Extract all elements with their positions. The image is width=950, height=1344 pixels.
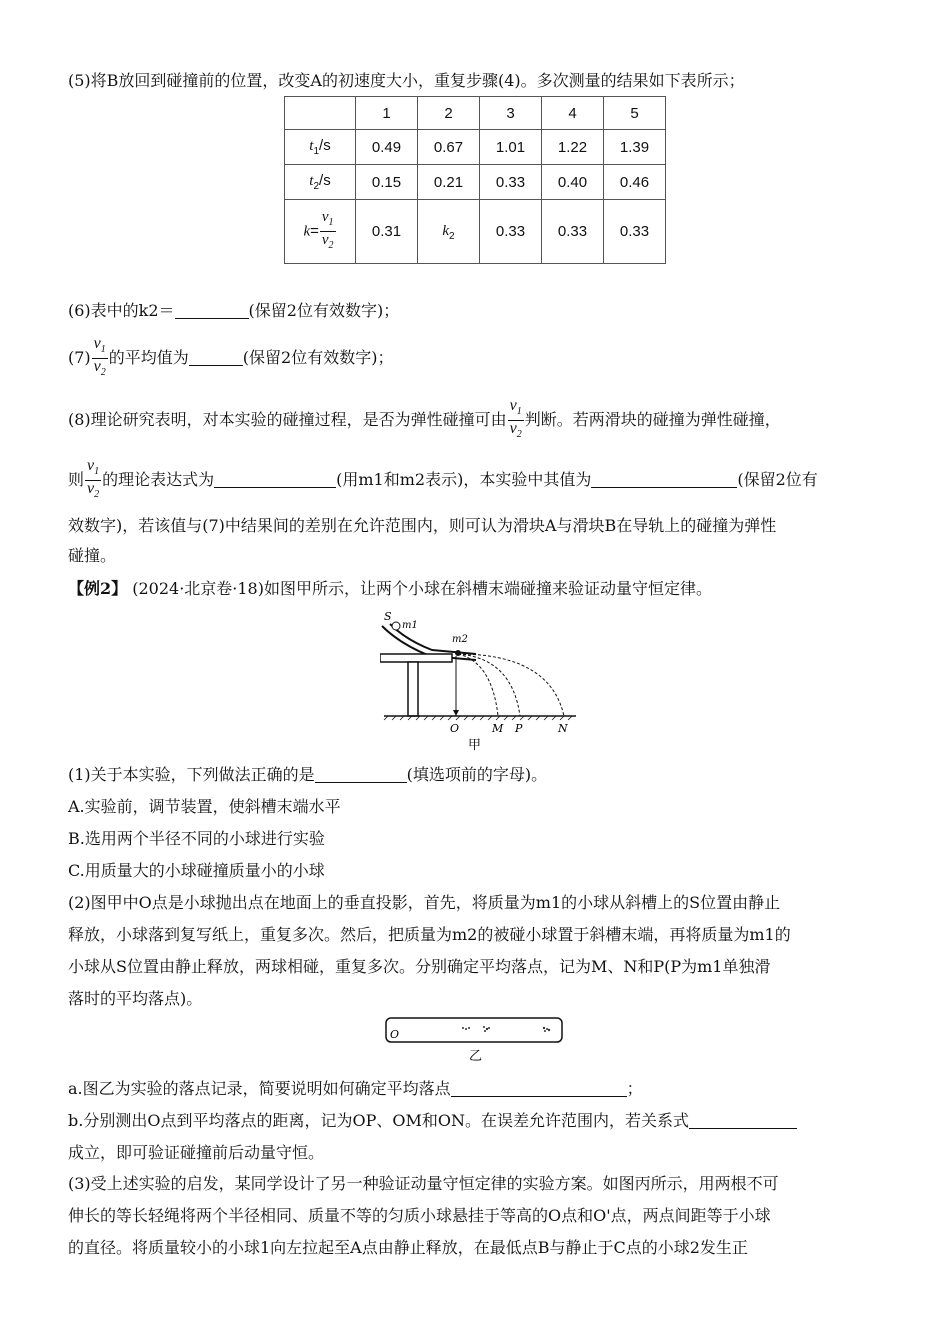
label-P: P [515,722,523,735]
pa-prefix: a.图乙为实验的落点记录，简要说明如何确定平均落点 [68,1079,451,1098]
q8-line2-mid2: (用m1和m2表示)，本实验中其值为 [336,470,592,490]
table-cell: 0.33 [542,200,604,264]
table-cell: 1.39 [604,130,666,165]
plumb-arrow [453,710,459,716]
q8-line2 [68,458,818,503]
ball-m2 [455,650,461,656]
pb-prefix: b.分别测出O点到平均落点的距离，记为OP、OM和ON。在误差允许范围内，若关系式 [68,1111,689,1130]
q8-line2-mid1: 的理论表达式为 [102,470,215,490]
table-header: 1 [356,97,418,130]
option-b: B.选用两个半径不同的小球进行实验 [68,829,325,848]
q7-mid: 的平均值为 [108,348,189,368]
answer-blank-method[interactable] [451,1080,627,1097]
answer-blank-k2[interactable] [175,302,249,319]
label-m1: m1 [402,620,418,631]
trajectory-N [458,654,564,716]
q7 [68,336,393,381]
p3-line1: (3)受上述实验的启发，某同学设计了另一种验证动量守恒定律的实验方案。如图丙所示，用两根不可 [68,1174,779,1193]
example-tag: 【例2】 [68,579,128,598]
label-O: O [450,722,460,735]
table-cell: 0.67 [418,130,480,165]
q7-suffix: (保留2位有效数字)； [242,348,394,368]
table-header: 2 [418,97,480,130]
table-corner [285,97,356,130]
p1-prefix: (1)关于本实验，下列做法正确的是 [68,765,315,784]
pb-line1 [68,1110,797,1132]
figure-yi [384,1016,566,1064]
pb-line2: 成立，即可验证碰撞前后动量守恒。 [68,1143,325,1162]
figure-label-yi: 乙 [469,1049,483,1064]
example2-heading [68,578,712,600]
q8-line1-prefix: (8)理论研究表明，对本实验的碰撞过程，是否为弹性碰撞可由 [68,410,507,430]
p2-line3: 小球从S位置由静止释放，两球相碰，重复多次。分别确定平均落点，记为M、N和P(P为m1单独滑 [68,957,771,976]
figure-jia [380,606,580,754]
results-table [284,96,666,264]
label-O-yi: O [390,1028,400,1041]
p1-suffix: (填选项前的字母)。 [406,765,548,784]
table-cell: 0.21 [418,165,480,200]
table-cell: 0.33 [604,200,666,264]
table-cell: $k_2$ [418,200,480,264]
carbon-paper [386,1018,562,1042]
row-label-t1: $t_1/s$ [285,130,356,165]
table-cell: 0.46 [604,165,666,200]
example-text: (2024·北京卷·18)如图甲所示，让两个小球在斜槽末端碰撞来验证动量守恒定律。 [132,579,712,598]
row-label-k: k= $\frac{v_1}{v_2}$ [285,200,356,264]
q6 [68,300,399,322]
pa [68,1078,643,1100]
p1 [68,764,547,786]
q8-line3: 效数字)，若该值与(7)中结果间的差别在允许范围内，则可认为滑块A与滑块B在导轨上的碰撞为弹性 [68,516,777,535]
q8-line2-suffix: (保留2位有 [737,470,818,490]
ball-m1 [392,622,400,630]
p2-line2: 释放，小球落到复写纸上，重复多次。然后，把质量为m2的被碰小球置于斜槽末端，再将质量为m1的 [68,925,791,944]
table-cell: 0.31 [356,200,418,264]
table-cell: 0.15 [356,165,418,200]
table-cell: 0.33 [480,200,542,264]
figure-label-jia: 甲 [468,738,482,753]
q7-prefix: (7) [68,348,91,368]
trajectory-M [458,654,498,716]
pa-suffix: ； [626,1079,643,1098]
row-label-t2: $t_2/s$ [285,165,356,200]
table-cell: 1.01 [480,130,542,165]
q8-line1 [68,398,781,443]
q8-fraction: $\frac{v_1}{v_2}$ [509,397,522,441]
q8-line4: 碰撞。 [68,546,117,565]
p3-line2: 伸长的等长轻绳将两个半径相同、质量不等的匀质小球悬挂于等高的O点和O'点，两点间距等于小球 [68,1206,771,1225]
option-c: C.用质量大的小球碰撞质量小的小球 [68,861,325,880]
table-header: 4 [542,97,604,130]
table-cell: 0.33 [480,165,542,200]
q5-text: (5)将B放回到碰撞前的位置，改变A的初速度大小，重复步骤(4)。多次测量的结果如下表所示； [68,71,745,90]
q6-prefix: (6)表中的k2＝ [68,301,175,320]
answer-blank-relation[interactable] [689,1112,797,1129]
table-top [380,654,452,662]
p2-line4: 落时的平均落点)。 [68,989,203,1008]
answer-blank-choice[interactable] [315,766,407,783]
label-m2: m2 [452,634,468,645]
q8-line1-suffix: 判断。若两滑块的碰撞为弹性碰撞， [524,410,781,430]
option-a: A.实验前，调节装置，使斜槽末端水平 [68,797,341,816]
table-cell: 1.22 [542,130,604,165]
label-N: N [558,722,568,735]
answer-blank-value[interactable] [591,471,737,488]
table-header: 5 [604,97,666,130]
p3-line3: 的直径。将质量较小的小球1向左拉起至A点由静止释放，在最低点B与静止于C点的小球2发生正 [68,1238,748,1257]
answer-blank-average[interactable] [189,349,243,366]
table-cell: 0.49 [356,130,418,165]
q8-fraction-2: $\frac{v_1}{v_2}$ [87,457,100,501]
label-S: S [384,610,392,623]
answer-blank-expression[interactable] [214,471,336,488]
q8-line2-prefix: 则 [68,470,85,490]
label-M: M [492,722,504,735]
q7-fraction: $\frac{v_1}{v_2}$ [93,335,106,379]
q6-suffix: (保留2位有效数字)； [248,301,400,320]
table-leg [408,662,418,716]
table-cell: 0.40 [542,165,604,200]
p2-line1: (2)图甲中O点是小球抛出点在地面上的垂直投影，首先，将质量为m1的小球从斜槽上的S位置由静止 [68,893,781,912]
trajectory-P [458,654,520,716]
table-header: 3 [480,97,542,130]
